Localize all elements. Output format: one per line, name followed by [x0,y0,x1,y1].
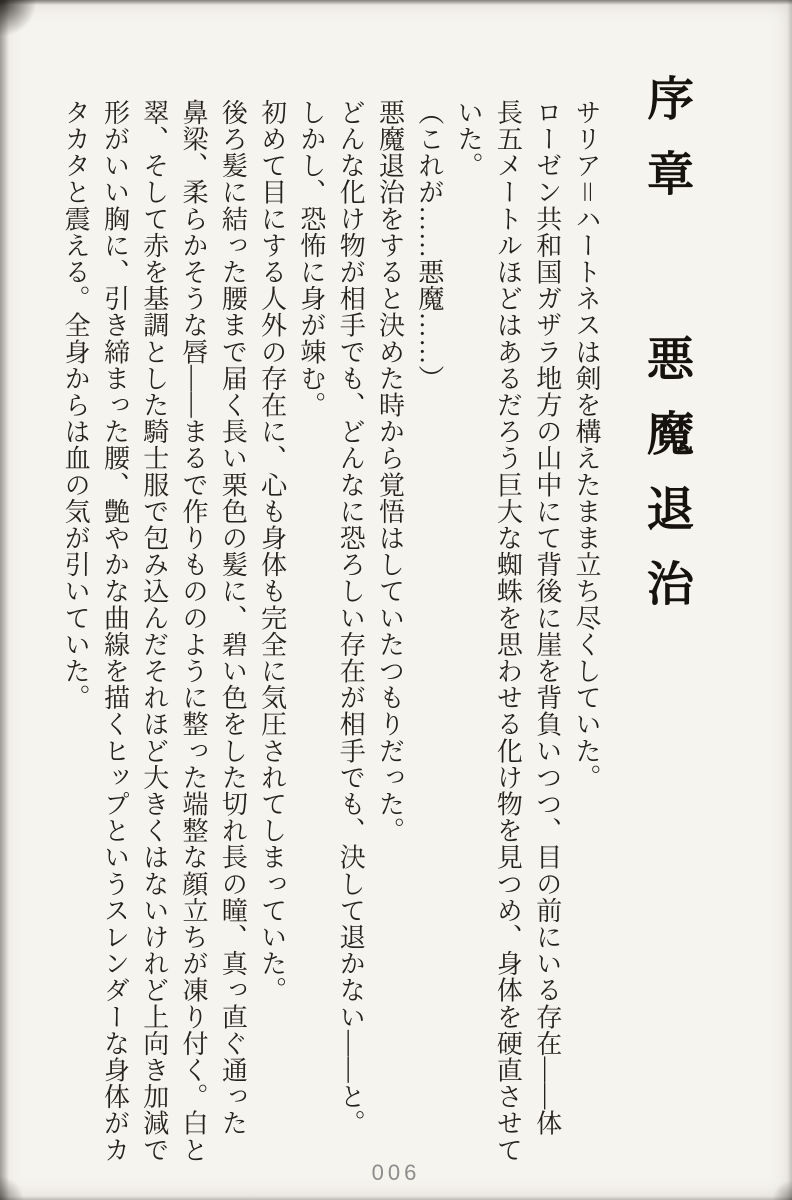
text-line-11: 鼻梁、柔らかそうな唇――まるで作りもののように整った端整な顔立ちが凍り付く。白と [179,99,209,1163]
text-line-8: しかし、恐怖に身が竦む。 [296,99,326,419]
text-line-4: いた。 [454,99,484,179]
body-text-block [56,99,606,1171]
text-line-3: 長五メートルほどはあるだろう巨大な蜘蛛を思わせる化け物を見つめ、身体を硬直させて [493,99,523,1163]
text-line-12: 翠、そして赤を基調とした騎士服で包み込んだそれほど大きくはないけれど上向き加減で [139,99,169,1163]
text-line-9: 初めて目にする人外の存在に、心も身体も完全に気圧されてしまっていた。 [257,99,287,1004]
scan-edge-left [0,0,9,1200]
text-line-1: サリア＝ハートネスは剣を構えたまま立ち尽くしていた。 [572,99,601,791]
scan-edge-right [787,0,792,1200]
text-line-6: 悪魔退治をすると決めた時から覚悟はしていたつもりだった。 [375,99,405,844]
text-line-10: 後ろ髪に結った腰まで届く長い栗色の髪に、碧い色をした切れ長の瞳、真っ直ぐ通った [218,99,248,1137]
chapter-heading [633,74,700,634]
chapter-title: 悪魔退治 [640,334,692,634]
chapter-label: 序章 [640,74,692,224]
scan-edge-bottom [0,1196,792,1200]
page-number: 006 [371,1160,421,1185]
scan-corner-bottom-left [0,1176,24,1200]
scan-edge-top [0,0,792,5]
text-line-7: どんな化け物が相手でも、どんなに恐ろしい存在が相手でも、決して退かない――と。 [336,99,366,1137]
text-line-5: （これが……悪魔……） [414,99,444,392]
scan-corner-bottom-right [772,1180,792,1200]
text-line-13: 形がいい胸に、引き締まった腰、艶やかな曲線を描くヒップというスレンダーな身体がカ [100,99,130,1163]
text-line-2: ローゼン共和国ガザラ地方の山中にて背後に崖を背負いつつ、目の前にいる存在――体 [532,99,562,1137]
text-line-14: タカタと震える。全身からは血の気が引いていた。 [61,99,91,711]
scan-corner-top-left [0,0,38,38]
